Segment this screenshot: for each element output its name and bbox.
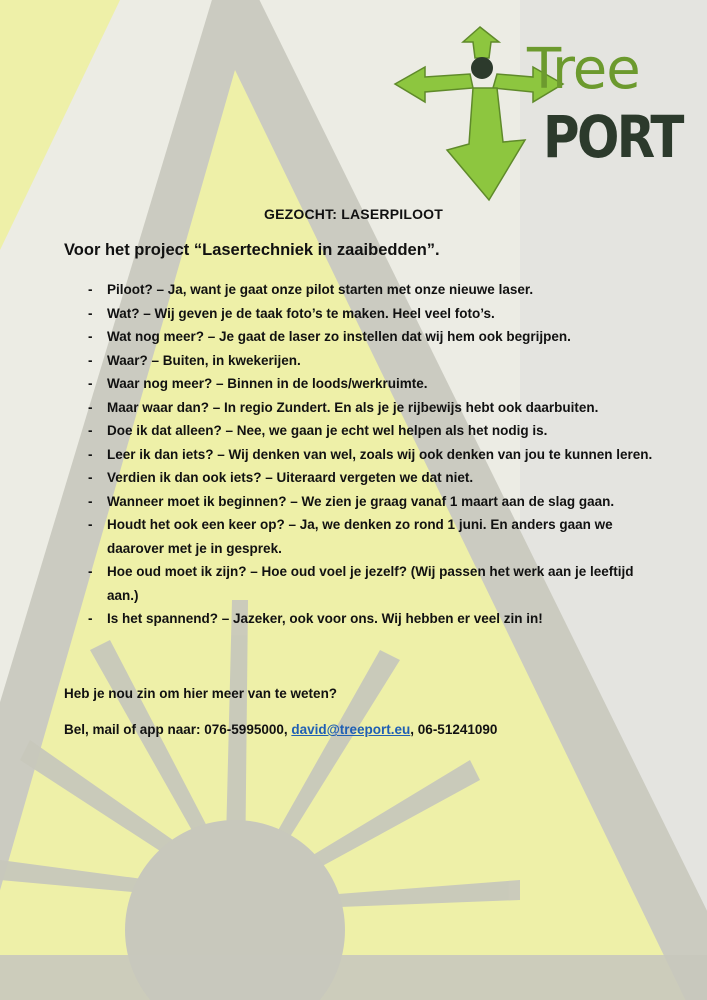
- page-title: GEZOCHT: LASERPILOOT: [264, 206, 443, 222]
- bullet-dash: -: [88, 517, 93, 532]
- bullet-dash: -: [88, 399, 93, 415]
- list-item: [64, 607, 654, 631]
- list-item: [64, 560, 654, 607]
- closing-question: Heb je nou zin om hier meer van te weten?: [64, 686, 338, 701]
- list-item-text: Maar waar dan? – In regio Zundert. En als je je rijbewijs hebt ook daarbuiten.: [107, 399, 599, 415]
- bullet-dash: -: [88, 423, 93, 438]
- logo-word-port: PORT: [543, 103, 682, 171]
- list-item-text: Is het spannend? – Jazeker, ook voor ons. Wij hebben er veel zin in!: [107, 611, 543, 626]
- bullet-dash: -: [88, 564, 93, 579]
- bullet-dash: -: [88, 446, 93, 462]
- list-item-text: Wanneer moet ik beginnen? – We zien je graag vanaf 1 maart aan de slag gaan.: [107, 493, 615, 509]
- project-subtitle: Voor het project “Lasertechniek in zaaibedden”.: [64, 241, 440, 259]
- list-item: [64, 325, 654, 349]
- list-item: [64, 513, 654, 560]
- list-item: [64, 372, 654, 396]
- contact-line: [64, 722, 497, 737]
- list-item: [64, 278, 654, 302]
- bullet-dash: -: [88, 329, 93, 344]
- contact-mobile: , 06-51241090: [410, 722, 498, 737]
- list-item: [64, 466, 654, 490]
- bullet-dash: -: [88, 352, 93, 368]
- bullet-dash: -: [88, 376, 93, 391]
- list-item-text: Waar? – Buiten, in kwekerijen.: [107, 352, 301, 368]
- email-link[interactable]: david@treeport.eu: [291, 722, 411, 737]
- list-item: [64, 302, 654, 326]
- list-item-text: Waar nog meer? – Binnen in de loods/werkruimte.: [107, 376, 428, 391]
- list-item-text: Leer ik dan iets? – Wij denken van wel, zoals wij ook denken van jou te kunnen leren.: [107, 446, 653, 462]
- list-item-text: Houdt het ook een keer op? – Ja, we denken zo rond 1 juni. En anders gaan we daarover met je in gesprek.: [107, 517, 613, 556]
- bullet-dash: -: [88, 493, 93, 509]
- bullet-dash: -: [88, 470, 93, 485]
- list-item-text: Wat nog meer? – Je gaat de laser zo instellen dat wij hem ook begrijpen.: [107, 329, 571, 344]
- contact-phone-prefix: Bel, mail of app naar: 076-5995000,: [64, 722, 292, 737]
- list-item-text: Verdien ik dan ook iets? – Uiteraard vergeten we dat niet.: [107, 470, 474, 485]
- list-item-text: Hoe oud moet ik zijn? – Hoe oud voel je jezelf? (Wij passen het werk aan je leeftijd aan.): [107, 564, 634, 603]
- bullet-dash: -: [88, 611, 93, 626]
- bullet-dash: -: [88, 305, 93, 321]
- bullet-dash: -: [88, 282, 93, 297]
- qa-list: [64, 278, 654, 631]
- list-item-text: Piloot? – Ja, want je gaat onze pilot starten met onze nieuwe laser.: [107, 282, 534, 297]
- list-item: [64, 396, 654, 420]
- list-item: [64, 349, 654, 373]
- logo-word-tree: Tree: [527, 37, 640, 102]
- list-item: [64, 419, 654, 443]
- list-item: [64, 490, 654, 514]
- treeport-logo: [385, 22, 685, 212]
- list-item: [64, 443, 654, 467]
- list-item-text: Doe ik dat alleen? – Nee, we gaan je echt wel helpen als het nodig is.: [107, 423, 548, 438]
- list-item-text: Wat? – Wij geven je de taak foto’s te maken. Heel veel foto’s.: [107, 305, 495, 321]
